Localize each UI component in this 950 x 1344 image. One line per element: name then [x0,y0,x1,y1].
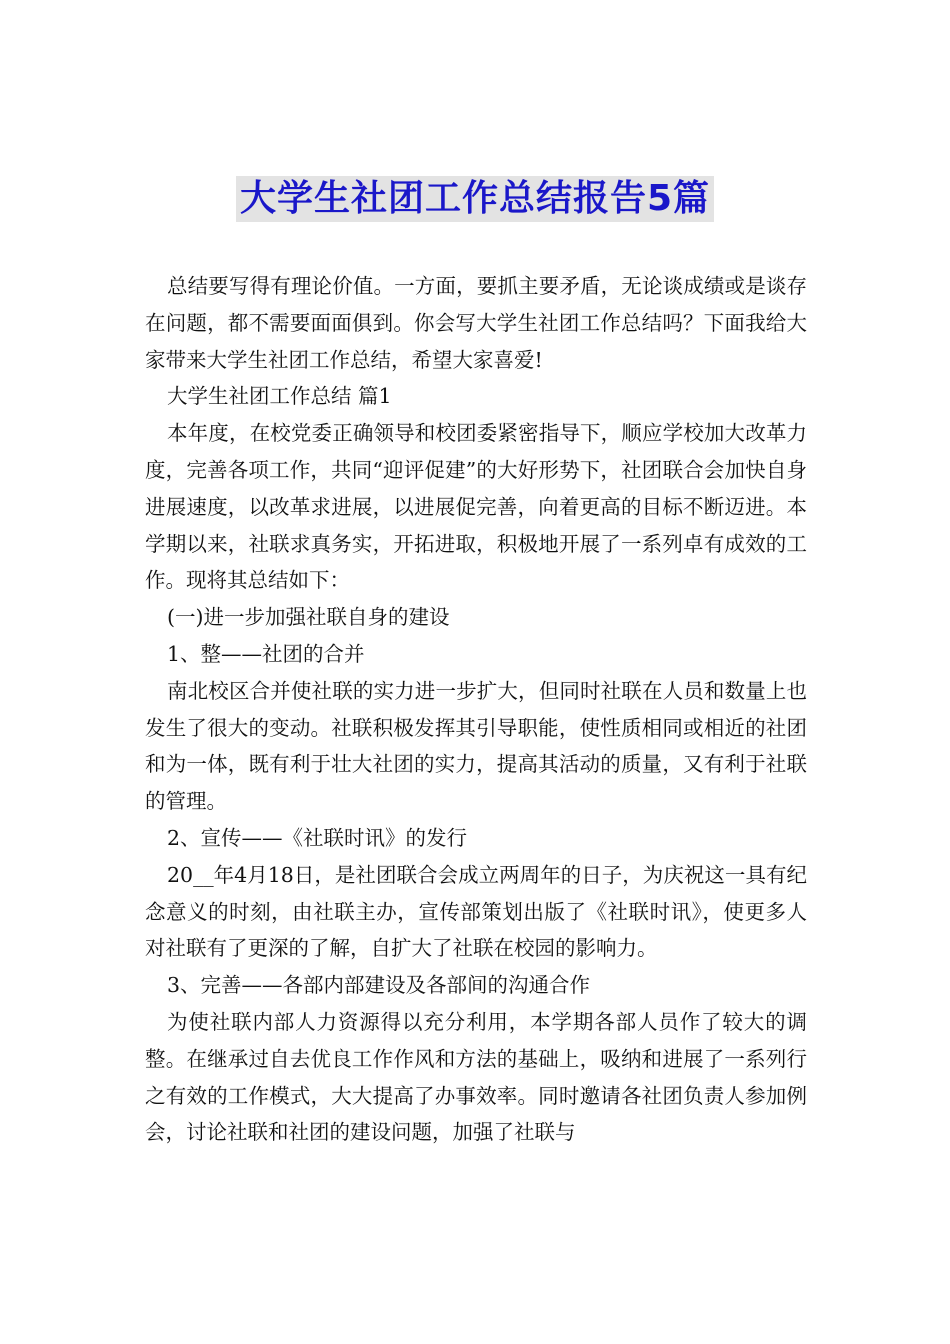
body-paragraph: 本年度，在校党委正确领导和校团委紧密指导下，顺应学校加大改革力度，完善各项工作，共同“迎评促建”的大好形势下，社团联合会加快自身进展速度，以改革求进展，以进展促完善，向着更高的目标不断迈进。本学期以来，社联求真务实，开拓进取，积极地开展了一系列卓有成效的工作。现将其总结如下： [145,421,807,593]
item-heading: 2、宣传——《社联时讯》的发行 [167,825,468,850]
section-heading: 大学生社团工作总结 篇1 [167,384,392,409]
item-heading: 1、整——社团的合并 [167,641,365,666]
body-paragraph: 20__年4月18日，是社团联合会成立两周年的日子，为庆祝这一具有纪念意义的时刻，由社联主办，宣传部策划出版了《社联时讯》，使更多人对社联有了更深的了解，自扩大了社联在校园的影响力。 [145,862,807,961]
title-container [0,176,950,222]
document-body [145,268,807,1151]
body-paragraph: 南北校区合并使社联的实力进一步扩大，但同时社联在人员和数量上也发生了很大的变动。社联积极发挥其引导职能，使性质相同或相近的社团和为一体，既有利于壮大社团的实力，提高其活动的质量，又有利于社联的管理。 [145,678,807,814]
item-heading: 3、完善——各部内部建设及各部间的沟通合作 [167,973,591,998]
subsection-heading: (一)进一步加强社联自身的建设 [167,605,450,630]
intro-paragraph: 总结要写得有理论价值。一方面，要抓主要矛盾，无论谈成绩或是谈存在问题，都不需要面面俱到。你会写大学生社团工作总结吗？下面我给大家带来大学生社团工作总结，希望大家喜爱! [145,274,807,372]
document-title: 大学生社团工作总结报告5篇 [236,176,714,222]
body-paragraph: 为使社联内部人力资源得以充分利用，本学期各部人员作了较大的调整。在继承过自去优良工作作风和方法的基础上，吸纳和进展了一系列行之有效的工作模式，大大提高了办事效率。同时邀请各社团负责人参加例会，讨论社联和社团的建设问题，加强了社联与 [145,1009,807,1145]
